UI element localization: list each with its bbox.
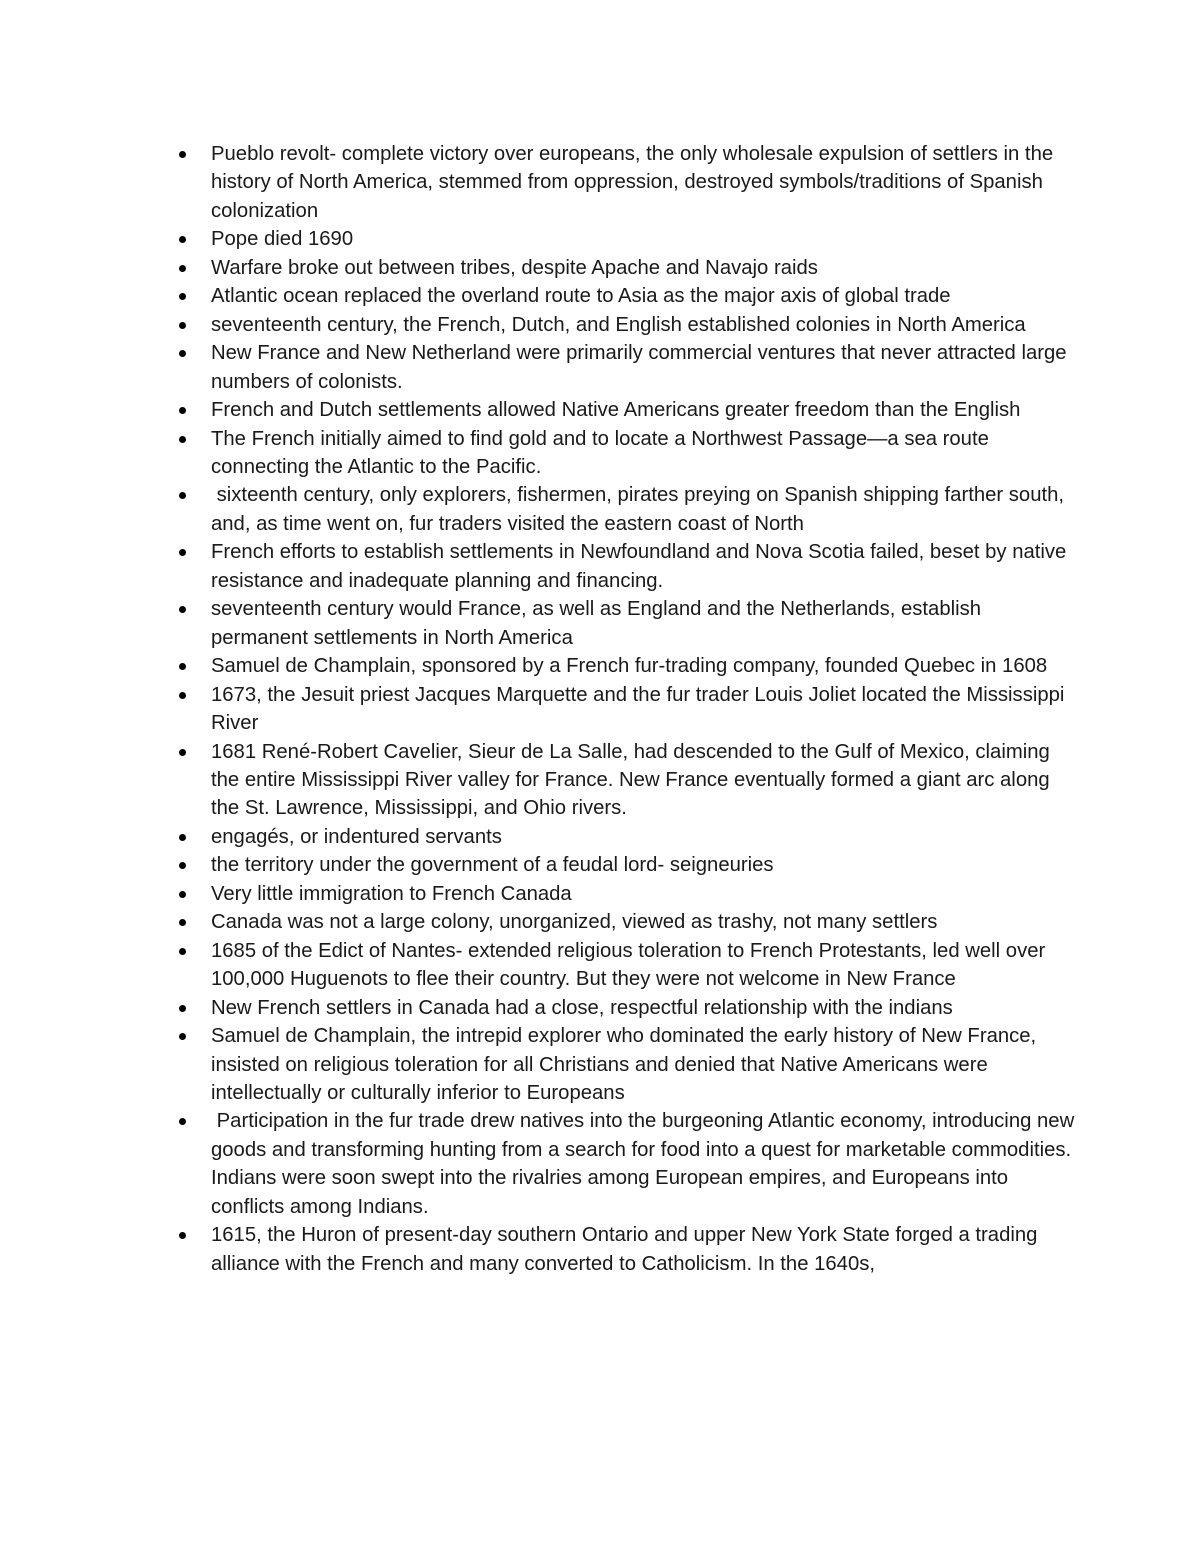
bullet-icon xyxy=(179,1232,186,1239)
note-text: New French settlers in Canada had a close, respectful relationship with the indians xyxy=(211,996,953,1019)
note-text: the territory under the government of a feudal lord- seigneuries xyxy=(211,854,774,877)
list-item xyxy=(176,738,1076,823)
note-text: seventeenth century would France, as well as England and the Netherlands, establish permanent settlements in North America xyxy=(211,598,987,649)
note-text: Pueblo revolt- complete victory over europeans, the only wholesale expulsion of settlers in the history of North America, stemmed from oppression, destroyed symbols/traditions of Spanish colonization xyxy=(211,143,1059,222)
list-item xyxy=(176,1022,1076,1107)
list-item xyxy=(176,311,1076,339)
list-item xyxy=(176,481,1076,538)
list-item xyxy=(176,396,1076,424)
note-text: Pope died 1690 xyxy=(211,228,354,251)
list-item xyxy=(176,851,1076,879)
note-text: New France and New Netherland were primarily commercial ventures that never attracted large numbers of colonists. xyxy=(211,342,1073,393)
note-text: Atlantic ocean replaced the overland route to Asia as the major axis of global trade xyxy=(211,285,951,308)
bullet-icon xyxy=(179,862,186,869)
list-item xyxy=(176,282,1076,310)
note-text: French and Dutch settlements allowed Native Americans greater freedom than the English xyxy=(211,399,1021,422)
bullet-icon xyxy=(179,436,186,443)
note-text: Canada was not a large colony, unorganized, viewed as trashy, not many settlers xyxy=(211,911,938,934)
note-text: Warfare broke out between tribes, despite Apache and Navajo raids xyxy=(211,256,818,279)
note-text: Very little immigration to French Canada xyxy=(211,882,572,905)
bullet-icon xyxy=(179,948,186,955)
bullet-icon xyxy=(179,322,186,329)
note-text: 1685 of the Edict of Nantes- extended religious toleration to French Protestants, led well over 100,000 Huguenots to flee their country. But they were not welcome in New France xyxy=(211,939,1051,991)
note-text: engagés, or indentured servants xyxy=(211,825,502,848)
list-item xyxy=(176,681,1076,738)
note-text: Samuel de Champlain, sponsored by a French fur-trading company, founded Quebec in 1608 xyxy=(211,655,1048,678)
bullet-icon xyxy=(179,1005,186,1012)
bullet-icon xyxy=(179,891,186,898)
note-text: 1615, the Huron of present-day southern Ontario and upper New York State forged a trading alliance with the French and many converted to Catholicism. In the 1640s, xyxy=(211,1224,1044,1275)
bullet-icon xyxy=(179,407,186,414)
bullet-icon xyxy=(179,549,186,556)
list-item xyxy=(176,538,1076,595)
list-item xyxy=(176,908,1076,936)
list-item xyxy=(176,1107,1080,1221)
list-item xyxy=(176,880,1076,908)
bullet-icon xyxy=(179,834,186,841)
list-item xyxy=(176,937,1076,994)
list-item xyxy=(176,823,1076,851)
bullet-icon xyxy=(179,749,186,756)
bullet-icon xyxy=(179,265,186,272)
note-text: 1673, the Jesuit priest Jacques Marquette and the fur trader Louis Joliet located the Mississippi River xyxy=(211,683,1071,735)
note-text: The French initially aimed to find gold and to locate a Northwest Passage—a sea route connecting the Atlantic to the Pacific. xyxy=(211,427,995,478)
list-item xyxy=(176,595,1076,652)
bullet-icon xyxy=(179,293,186,300)
bullet-icon xyxy=(179,1118,186,1125)
bullet-icon xyxy=(179,350,186,357)
list-item xyxy=(176,425,1076,482)
list-item xyxy=(176,254,1076,282)
bullet-icon xyxy=(179,1033,186,1040)
bullet-icon xyxy=(179,663,186,670)
bullet-icon xyxy=(179,236,186,243)
note-text: sixteenth century, only explorers, fishermen, pirates preying on Spanish shipping farther south, and, as time went on, fur traders visited the eastern coast of North xyxy=(211,484,1070,535)
bullet-icon xyxy=(179,919,186,926)
bullet-icon xyxy=(179,492,186,499)
note-text: seventeenth century, the French, Dutch, and English established colonies in North America xyxy=(211,313,1026,336)
list-item xyxy=(176,225,1076,253)
list-item xyxy=(176,140,1076,225)
list-item xyxy=(176,994,1076,1022)
notes-bullet-list xyxy=(176,140,1080,1278)
bullet-icon xyxy=(179,692,186,699)
list-item xyxy=(176,339,1076,396)
bullet-icon xyxy=(179,606,186,613)
note-text: Samuel de Champlain, the intrepid explorer who dominated the early history of New France, insisted on religious toleration for all Christians and denied that Native Americans were intellectually or culturally inferior to Europeans xyxy=(211,1025,1042,1104)
note-text: French efforts to establish settlements in Newfoundland and Nova Scotia failed, beset by native resistance and inadequate planning and financing. xyxy=(211,541,1072,592)
list-item xyxy=(176,1221,1076,1278)
note-text: Participation in the fur trade drew natives into the burgeoning Atlantic economy, introducing new goods and transforming hunting from a search for food into a quest for marketable commodities. Indians were soon swept into the rivalries among European empires, and Europeans into conflicts among Indians. xyxy=(211,1110,1080,1218)
list-item xyxy=(176,652,1076,680)
bullet-icon xyxy=(179,151,186,158)
note-text: 1681 René-Robert Cavelier, Sieur de La Salle, had descended to the Gulf of Mexico, claiming the entire Mississippi River valley for France. New France eventually formed a giant arc along the St. Lawrence, Mississippi, and Ohio rivers. xyxy=(211,740,1056,820)
